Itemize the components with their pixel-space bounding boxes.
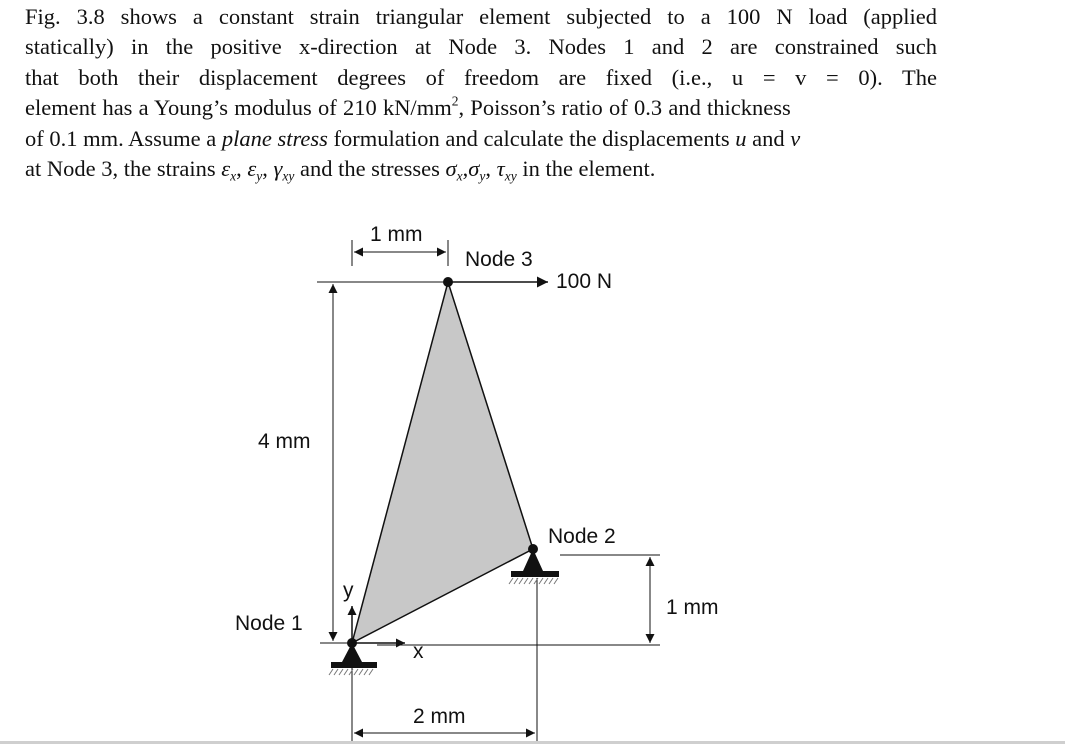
- epsilon-y-symbol: $\varepsilon_y$: [247, 156, 263, 184]
- node-1-pin-support: [329, 643, 377, 675]
- sigma-x-symbol: $\sigma_x$: [445, 156, 463, 184]
- dim-height-label: 4 mm: [258, 430, 311, 453]
- problem-line-2: statically) in the positive x-direction at Node 3. Nodes 1 and 2 are constrained such: [25, 34, 937, 60]
- problem-line-4: element has a Young’s modulus of 210 $kN/mm^2$, Poisson’s ratio of 0.3 and thickness: [25, 93, 791, 121]
- problem-line-5: of 0.1 mm. Assume a plane stress formulation and calculate the displacements u and v: [25, 125, 801, 151]
- sigma-y-symbol: $\sigma_y$: [468, 156, 486, 184]
- axis-x-label: x: [413, 640, 424, 663]
- epsilon-x-symbol: $\varepsilon_x$: [221, 156, 237, 184]
- problem-line-6: at Node 3, the strains $\varepsilon_x$, $\varepsilon_y$, $\gamma_{xy}$ and the stresses $\sigma_x,\sigma_y$, $\tau_{xy}$ in the element.: [25, 156, 656, 184]
- problem-line-3: that both their displacement degrees of freedom are fixed (i.e., u = v = 0). The: [25, 64, 937, 90]
- dim-right-label: 1 mm: [666, 596, 719, 619]
- node-2-label: Node 2: [548, 525, 616, 548]
- load-label: 100 N: [556, 270, 613, 293]
- axis-y-label: y: [343, 579, 354, 602]
- dim-bottom-label: 2 mm: [413, 705, 466, 728]
- tau-xy-symbol: $\tau_{xy}$: [496, 156, 517, 184]
- node-3-label: Node 3: [465, 248, 533, 271]
- triangle-element: [352, 282, 533, 643]
- problem-line-1: Fig. 3.8 shows a constant strain triangular element subjected to a 100 N load (applied: [25, 4, 937, 29]
- gamma-xy-symbol: $\gamma_{xy}$: [273, 156, 295, 184]
- node-1-label: Node 1: [235, 612, 303, 635]
- dim-top-label: 1 mm: [370, 223, 423, 246]
